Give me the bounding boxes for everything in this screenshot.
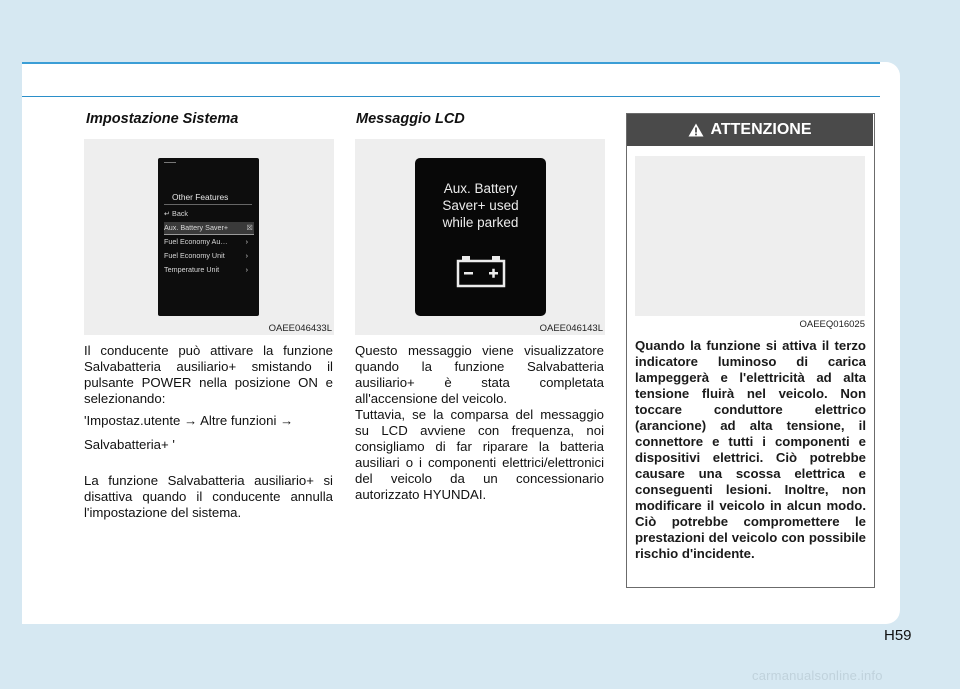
menu-item-temperature-unit: [164, 264, 254, 276]
warning-text: Quando la funzione si attiva il terzo indicatore luminoso di carica lampeggerà e l'elettricità ad alta tensione fluirà nel veicolo. Non toccare conduttore elettrico (arancione) ad alta tensione, il connettore e tutti i componenti e dispositivi elettrici. Ciò potrebbe causare una scossa elettrica e conseguenti lesioni. Inoltre, non modificare il veicolo in alcun modo. Ciò potrebbe compromettere le prestazioni del veicolo con possibile rischio d'incidente.: [635, 338, 866, 561]
menu-item-fuel-economy-auto: [164, 236, 254, 248]
chevron-right-icon: ›: [245, 251, 248, 260]
section-heading-lcd-message: Messaggio LCD: [356, 111, 465, 127]
lcd-line: while parked: [442, 215, 519, 230]
figure-code: OAEE046433L: [268, 323, 332, 334]
warning-box: [626, 113, 875, 588]
page-number: H59: [884, 627, 912, 644]
header-rule: [22, 96, 880, 97]
paragraph: La funzione Salvabatteria ausiliario+ si disattiva quando il conducente annulla l'impostazione del sistema.: [84, 473, 333, 520]
screen-top-line: [164, 162, 176, 163]
battery-icon: [456, 254, 506, 288]
menu-item-back: [164, 208, 254, 220]
warning-header: [627, 114, 873, 146]
watermark: carmanualsonline.info: [752, 668, 883, 683]
screen-title: Other Features: [172, 192, 229, 202]
back-arrow-icon: ↵: [164, 209, 171, 218]
body-text-col2: [355, 343, 604, 509]
menu-item-label: Back: [172, 209, 189, 218]
warning-figure: [635, 156, 865, 316]
chevron-right-icon: ›: [245, 237, 248, 246]
lcd-message: [415, 180, 546, 231]
figure-code: OAEEQ016025: [799, 319, 865, 330]
menu-item-fuel-economy-unit: [164, 250, 254, 262]
figure-code: OAEE046143L: [539, 323, 603, 334]
menu-item-label: Fuel Economy Au…: [164, 237, 228, 246]
menu-item-label: Aux. Battery Saver+: [164, 223, 229, 232]
lcd-line: Aux. Battery: [443, 181, 518, 196]
chevron-right-icon: ›: [245, 265, 248, 274]
paragraph: 'Impostaz.utente → Altre funzioni →: [84, 413, 294, 428]
lcd-line: Saver+ used: [442, 198, 519, 213]
lcd-message-screen: [415, 158, 546, 316]
section-heading-system-settings: Impostazione Sistema: [86, 111, 239, 127]
menu-item-label: Fuel Economy Unit: [164, 251, 225, 260]
body-text-col1: [84, 343, 333, 527]
warning-triangle-icon: [688, 123, 704, 137]
paragraph: Tuttavia, se la comparsa del messaggio su LCD avviene con frequenza, noi consigliamo di far riparare la batteria ausiliari o i componenti elettrici/elettronici del veicolo da un concessionario autorizzato HYUNDAI.: [355, 407, 604, 502]
menu-item-label: Temperature Unit: [164, 265, 220, 274]
warning-title: ATTENZIONE: [710, 121, 812, 138]
screen-divider: [164, 204, 252, 205]
top-rule: [22, 62, 880, 64]
lcd-settings-screen: [158, 158, 259, 316]
checkbox-icon: ☒: [246, 223, 253, 232]
paragraph: Il conducente può attivare la funzione Salvabatteria ausiliario+ smistando il pulsante POWER nella posizione ON e selezionando:: [84, 343, 333, 406]
paragraph: Questo messaggio viene visualizzatore quando la funzione Salvabatteria ausiliario+ è stata completata all'accensione del veicolo.: [355, 343, 604, 406]
paragraph: Salvabatteria+ ': [84, 437, 175, 452]
menu-item-aux-battery-saver: [164, 222, 254, 235]
